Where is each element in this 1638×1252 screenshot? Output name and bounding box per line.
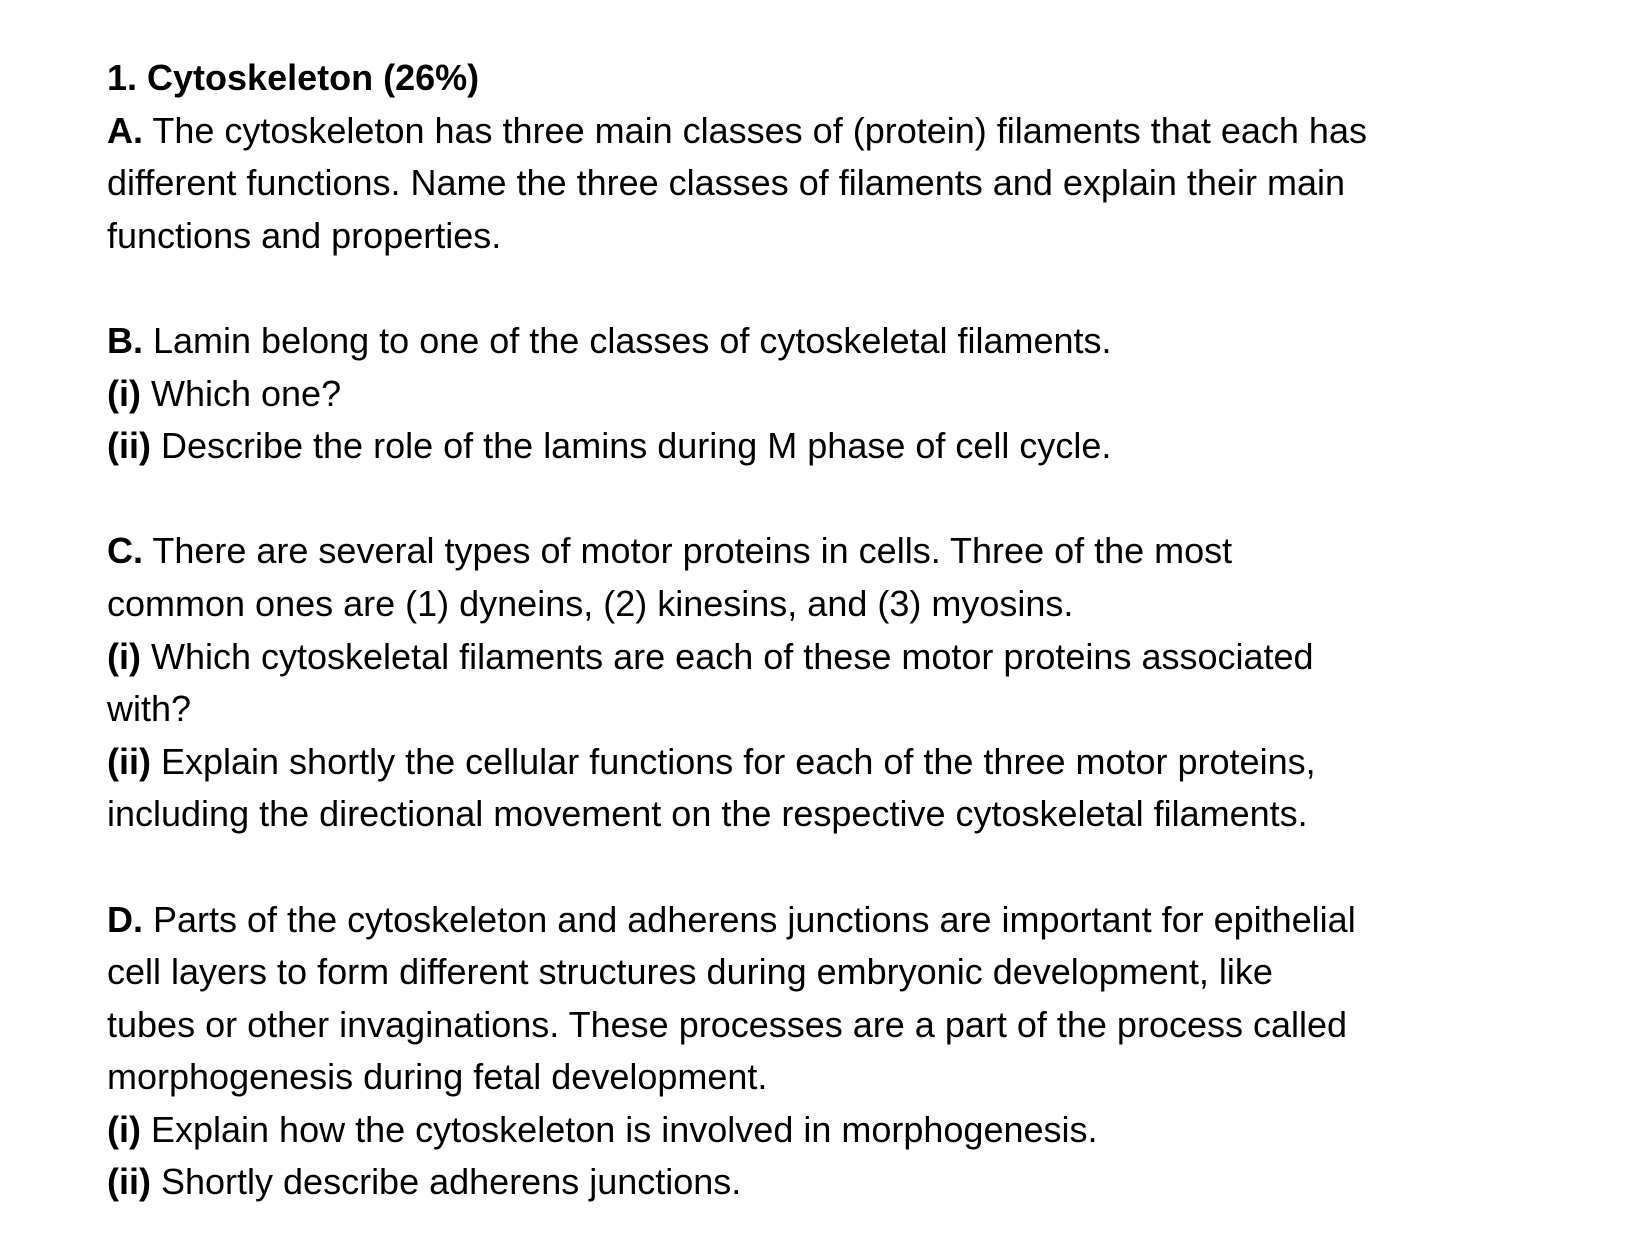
section-d-line-2: cell layers to form different structures during embryonic development, like [107,951,1273,993]
section-a-line-1: A. The cytoskeleton has three main classes of (protein) filaments that each has [107,109,1367,151]
section-a-letter: A. [107,109,143,151]
question-title: 1. Cytoskeleton (26%) [107,57,480,98]
section-b-item-ii: (ii) Describe the role of the lamins during M phase of cell cycle. [107,425,1112,467]
section-a-line-3: functions and properties. [107,214,502,256]
section-a-line-2: different functions. Name the three classes of filaments and explain their main [107,162,1345,204]
item-label: (ii) [107,1161,151,1203]
section-b [107,315,1587,473]
section-c-letter: C. [107,530,143,572]
section-a [107,105,1587,263]
section-c-item-ii: (ii) Explain shortly the cellular functions for each of the three motor proteins, [107,740,1316,782]
spacer [107,262,1587,315]
section-b-letter: B. [107,319,143,361]
exam-page [107,52,1587,1209]
section-c-line-1: C. There are several types of motor proteins in cells. Three of the most [107,530,1233,572]
section-c [107,525,1587,841]
section-d-line-4: morphogenesis during fetal development. [107,1056,768,1098]
section-d-line-3: tubes or other invaginations. These processes are a part of the process called [107,1003,1348,1045]
item-label: (ii) [107,740,151,782]
section-d-line-1: D. Parts of the cytoskeleton and adherens junctions are important for epithelial [107,898,1356,940]
item-label: (ii) [107,425,151,467]
item-label: (i) [107,635,141,677]
section-b-item-i: (i) Which one? [107,372,342,414]
section-b-line-1: B. Lamin belong to one of the classes of cytoskeletal filaments. [107,319,1112,361]
section-d-item-ii: (ii) Shortly describe adherens junctions. [107,1161,742,1203]
section-c-item-i-cont: with? [107,688,192,730]
item-label: (i) [107,1108,141,1150]
section-c-item-i: (i) Which cytoskeletal filaments are each of these motor proteins associated [107,635,1314,677]
section-d-item-i: (i) Explain how the cytoskeleton is involved in morphogenesis. [107,1108,1098,1150]
spacer [107,841,1587,894]
section-d-letter: D. [107,898,143,940]
spacer [107,473,1587,526]
item-label: (i) [107,372,141,414]
section-c-line-2: common ones are (1) dyneins, (2) kinesins, and (3) myosins. [107,582,1074,624]
section-c-item-ii-cont: including the directional movement on the respective cytoskeletal filaments. [107,793,1308,835]
section-d [107,894,1587,1210]
